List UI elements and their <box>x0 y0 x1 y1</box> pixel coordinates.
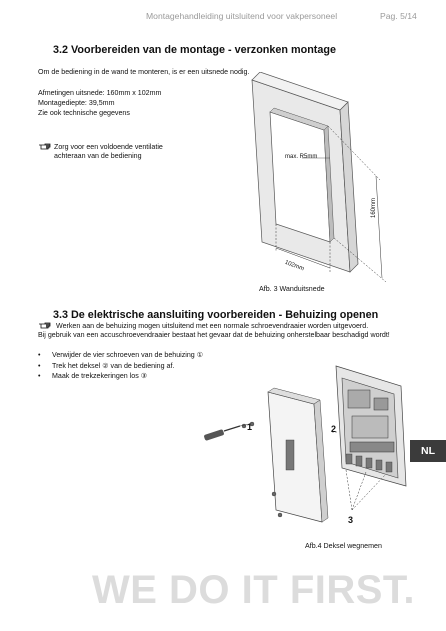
page-number: Pag. 5/14 <box>380 11 417 21</box>
step-list <box>38 350 203 382</box>
list-item: • Trek het deksel ② van de bediening af. <box>38 361 203 372</box>
figure-label-2: 2 <box>331 424 337 434</box>
section-title-3-3: 3.3 De elektrische aansluiting voorbereiden - Behuizing openen <box>53 309 379 321</box>
housing-open-figure <box>196 360 418 530</box>
pointing-hand-icon <box>38 322 52 331</box>
figure4-caption: Afb.4 Deksel wegnemen <box>305 542 382 550</box>
radius-label: max. R5mm <box>285 154 318 160</box>
intro-text: Om de bediening in de wand te monteren, is er een uitsnede nodig. <box>38 68 250 76</box>
figure-label-3: 3 <box>348 515 354 525</box>
dimension-depth: Montagediepte: 39,5mm <box>38 99 115 107</box>
screwdriver-note: Werken aan de behuizing mogen uitsluitend met een normale schroevendraaier worden uitgevoerd. <box>56 322 369 330</box>
language-tab: NL <box>410 440 446 462</box>
ventilation-note-line1: Zorg voor een voldoende ventilatie <box>54 143 163 151</box>
wall-cutout-figure <box>240 72 410 282</box>
section-title-3-2: 3.2 Voorbereiden van de montage - verzonken montage <box>53 44 336 56</box>
screwdriver-warning: Bij gebruik van een accuschroevendraaier bestaat het gevaar dat de behuizing onherstelbaar beschadigd wordt! <box>38 331 390 339</box>
ventilation-note-line2: achteraan van de bediening <box>54 152 142 160</box>
width-label: 102mm <box>283 259 305 273</box>
height-label: 160mm <box>371 197 377 218</box>
dimension-reference: Zie ook technische gegevens <box>38 109 130 117</box>
list-item: • Maak de trekzekeringen los ③ <box>38 371 203 382</box>
brand-slogan: WE DO IT FIRST. <box>92 568 416 612</box>
dimension-cutout: Afmetingen uitsnede: 160mm x 102mm <box>38 89 162 97</box>
pointing-hand-icon <box>38 143 52 152</box>
figure-label-1: 1 <box>247 422 253 432</box>
figure3-caption: Afb. 3 Wanduitsnede <box>259 285 325 293</box>
list-item: • Verwijder de vier schroeven van de behuizing ① <box>38 350 203 361</box>
header-title: Montagehandleiding uitsluitend voor vakpersoneel <box>146 11 338 21</box>
